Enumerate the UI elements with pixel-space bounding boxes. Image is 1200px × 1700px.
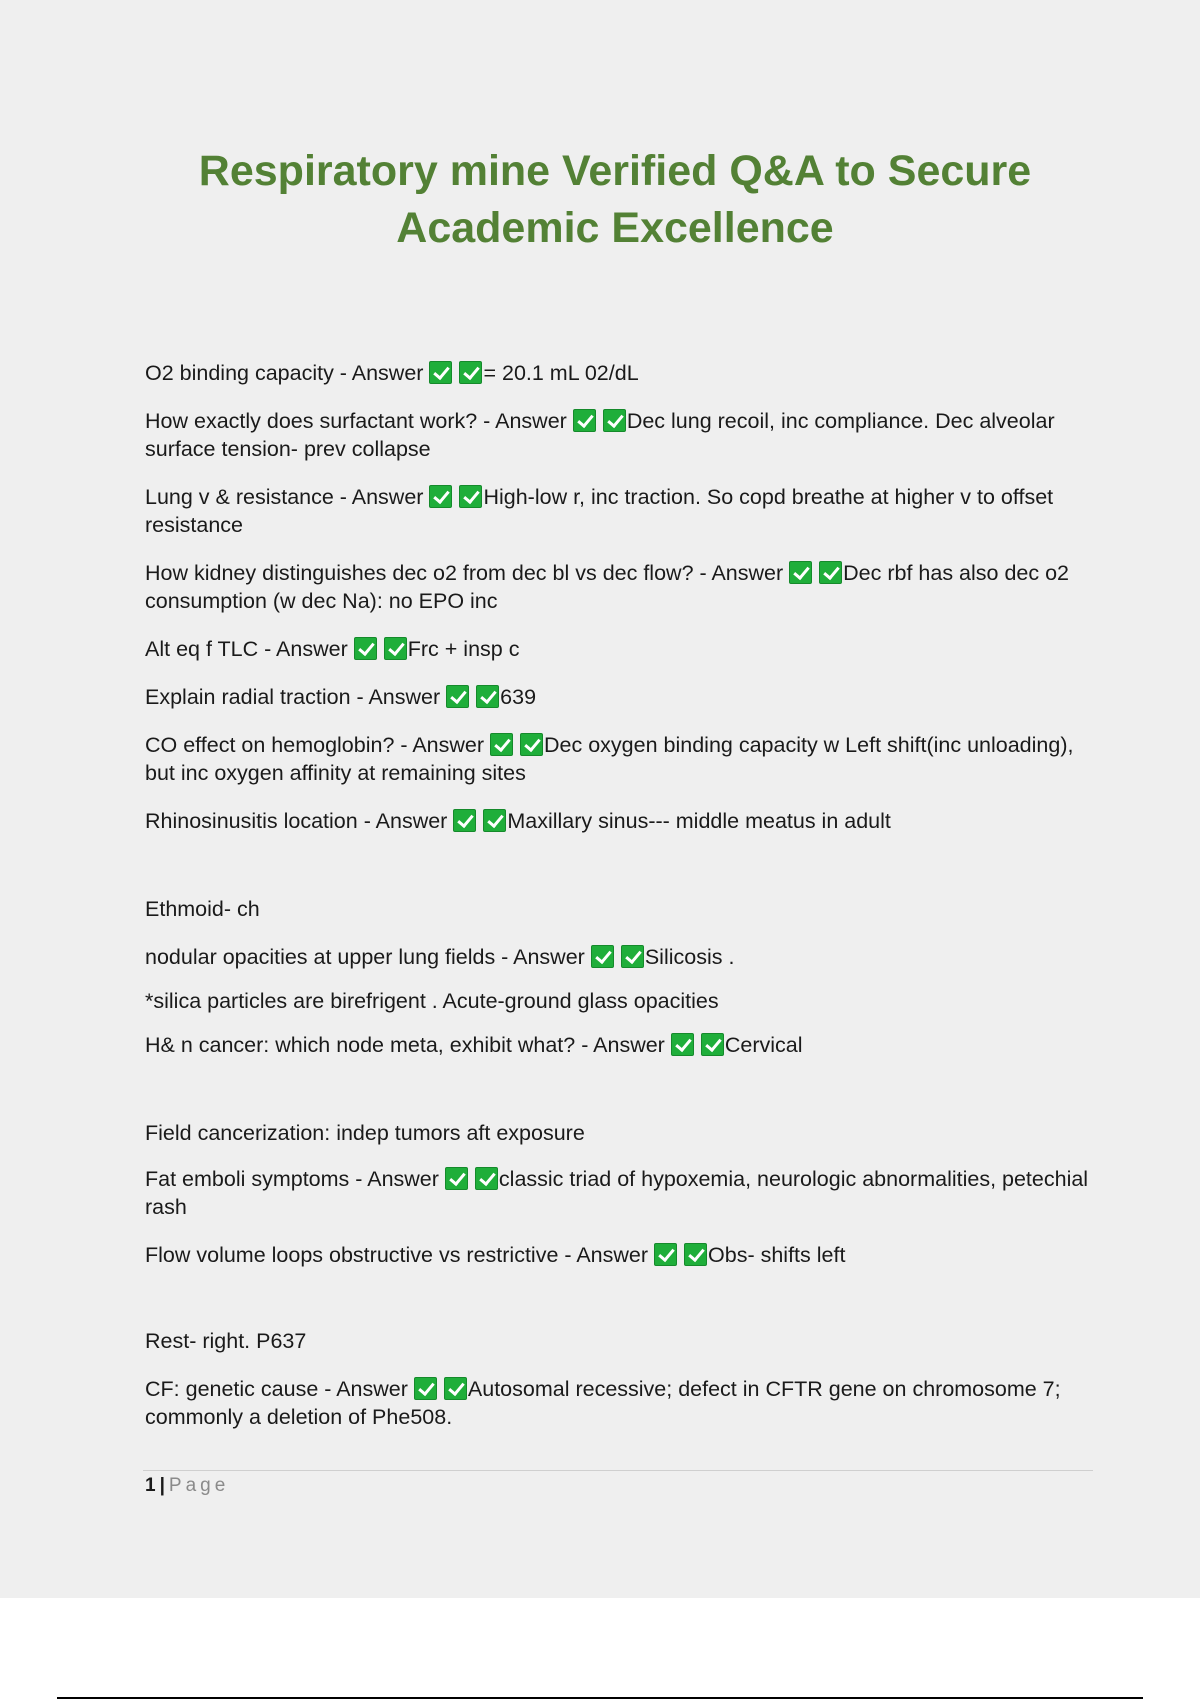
question-text: Lung v & resistance - Answer <box>145 485 424 509</box>
check-icon <box>520 733 543 756</box>
check-icon <box>483 809 506 832</box>
qa-entry <box>145 683 1095 711</box>
note-text: Ethmoid- ch <box>145 897 260 921</box>
qa-entry <box>145 635 1095 663</box>
qa-entry <box>145 731 1095 787</box>
question-text: Flow volume loops obstructive vs restrictive - Answer <box>145 1243 649 1267</box>
check-icon <box>459 485 482 508</box>
check-icon <box>384 637 407 660</box>
check-icon <box>354 637 377 660</box>
note-text: Field cancerization: indep tumors aft exposure <box>145 1121 585 1145</box>
qa-entry <box>145 1241 1095 1269</box>
page-footer <box>145 1474 229 1498</box>
page-label: Page <box>168 1475 230 1496</box>
answer-text: = 20.1 mL 02/dL <box>483 361 639 385</box>
qa-entry <box>145 807 1095 835</box>
check-icon <box>819 561 842 584</box>
qa-entry <box>145 559 1095 615</box>
answer-text: Cervical <box>724 1033 803 1057</box>
check-icon <box>654 1243 677 1266</box>
question-text: How kidney distinguishes dec o2 from dec bl vs dec flow? - Answer <box>145 561 784 585</box>
check-icon <box>603 409 626 432</box>
answer-text: High-low r, inc traction. So copd breathe at higher v to offset resistance <box>145 485 1054 537</box>
check-icon <box>671 1033 694 1056</box>
question-text: Rhinosinusitis location - Answer <box>145 809 448 833</box>
check-icon <box>621 945 644 968</box>
check-icon <box>490 733 513 756</box>
answer-text: Obs- shifts left <box>708 1243 846 1267</box>
check-icon <box>414 1377 437 1400</box>
page-number: 1 <box>145 1475 156 1496</box>
qa-entry <box>145 359 1095 387</box>
check-icon <box>789 561 812 584</box>
footer-separator: | <box>159 1475 165 1496</box>
qa-entry <box>145 1165 1095 1221</box>
check-icon <box>591 945 614 968</box>
footer-divider <box>143 1470 1093 1471</box>
qa-entry <box>145 943 1095 971</box>
question-text: Explain radial traction - Answer <box>145 685 441 709</box>
bottom-divider <box>57 1697 1143 1699</box>
answer-text: Dec oxygen binding capacity w Left shift(inc unloading), but inc oxygen affinity at remaining sites <box>145 733 1074 785</box>
note-text: *silica particles are birefrigent . Acute-ground glass opacities <box>145 989 719 1013</box>
note-text: Rest- right. P637 <box>145 1329 307 1353</box>
check-icon <box>459 361 482 384</box>
check-icon <box>445 1167 468 1190</box>
question-text: Alt eq f TLC - Answer <box>145 637 348 661</box>
question-text: Fat emboli symptoms - Answer <box>145 1167 439 1191</box>
question-text: nodular opacities at upper lung fields - Answer <box>145 945 585 969</box>
question-text: CO effect on hemoglobin? - Answer <box>145 733 485 757</box>
qa-entry <box>145 1375 1095 1431</box>
qa-entry <box>145 483 1095 539</box>
answer-text: Frc + insp c <box>407 637 520 661</box>
qa-list <box>145 359 1095 1451</box>
check-icon <box>475 1167 498 1190</box>
answer-text: Autosomal recessive; defect in CFTR gene on chromosome 7; commonly a deletion of Phe508. <box>145 1377 1061 1429</box>
check-icon <box>701 1033 724 1056</box>
check-icon <box>453 809 476 832</box>
question-text: CF: genetic cause - Answer <box>145 1377 408 1401</box>
check-icon <box>429 485 452 508</box>
answer-text: Dec lung recoil, inc compliance. Dec alveolar surface tension- prev collapse <box>145 409 1055 461</box>
answer-text: 639 <box>500 685 537 709</box>
question-text: O2 binding capacity - Answer <box>145 361 424 385</box>
answer-text: Silicosis . <box>644 945 735 969</box>
check-icon <box>429 361 452 384</box>
document-title: Respiratory mine Verified Q&A to Secure Academic Excellence <box>198 147 1032 252</box>
question-text: How exactly does surfactant work? - Answer <box>145 409 567 433</box>
question-text: H& n cancer: which node meta, exhibit what? - Answer <box>145 1033 665 1057</box>
check-icon <box>444 1377 467 1400</box>
answer-text: Dec rbf has also dec o2 consumption (w dec Na): no EPO inc <box>145 561 1070 613</box>
answer-text: Maxillary sinus--- middle meatus in adult <box>507 809 891 833</box>
check-icon <box>684 1243 707 1266</box>
qa-entry <box>145 1031 1095 1059</box>
check-icon <box>476 685 499 708</box>
check-icon <box>446 685 469 708</box>
qa-entry <box>145 407 1095 463</box>
check-icon <box>573 409 596 432</box>
answer-text: classic triad of hypoxemia, neurologic abnormalities, petechial rash <box>145 1167 1089 1219</box>
